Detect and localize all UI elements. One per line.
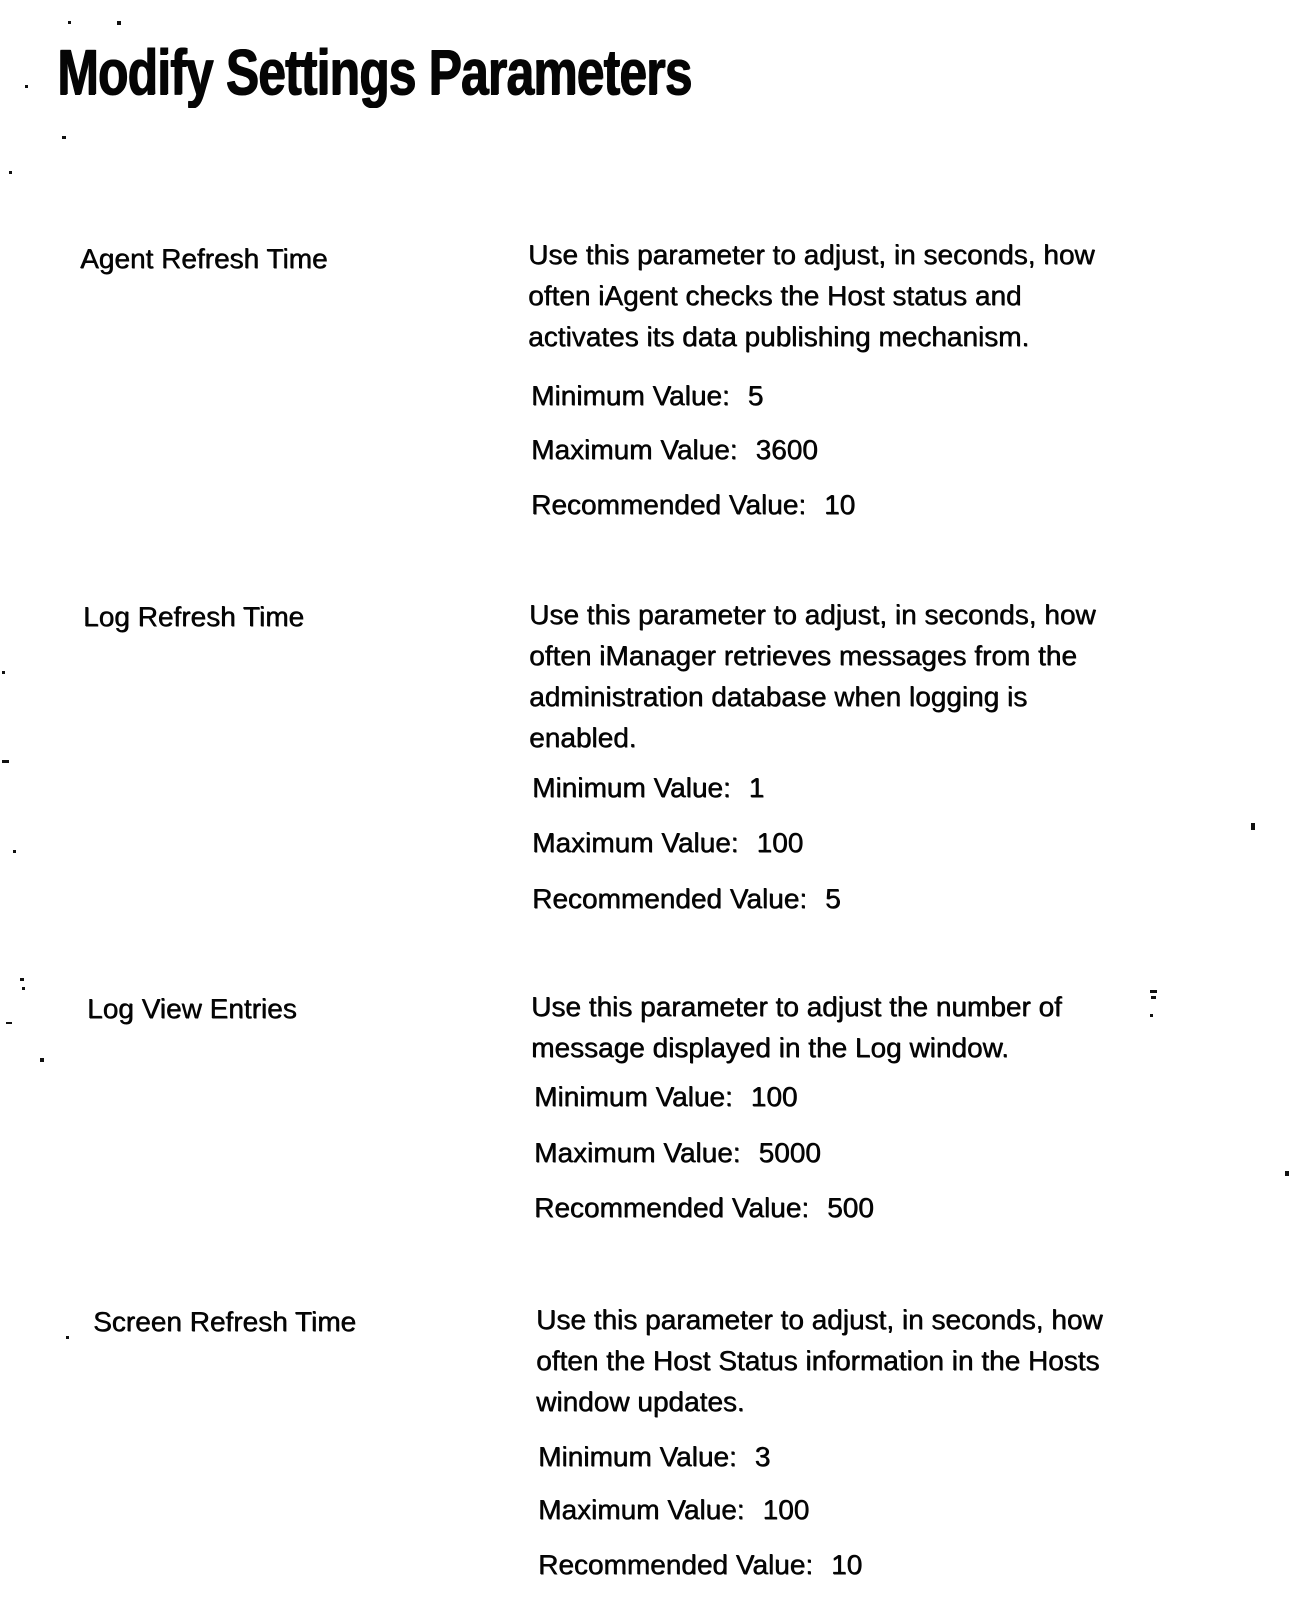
maximum-value-label: Maximum Value: <box>534 1137 741 1168</box>
minimum-value: 5 <box>747 380 764 411</box>
maximum-value-line <box>531 433 818 467</box>
minimum-value-label: Minimum Value: <box>531 380 730 411</box>
scan-speck <box>62 136 66 139</box>
recommended-value: 5 <box>824 883 841 914</box>
maximum-value-line <box>532 826 803 860</box>
scan-speck <box>1151 996 1156 999</box>
page-title: Modify Settings Parameters <box>57 36 692 108</box>
maximum-value: 5000 <box>758 1137 821 1168</box>
recommended-value-line <box>534 1191 874 1225</box>
maximum-value: 100 <box>762 1494 810 1525</box>
recommended-value-line <box>531 488 855 522</box>
minimum-value-label: Minimum Value: <box>532 772 731 803</box>
scan-speck <box>2 760 9 763</box>
parameter-name: Log View Entries <box>87 993 297 1024</box>
scan-speck <box>2 671 5 674</box>
parameter-description: Use this parameter to adjust, in seconds, how often iManager retrieves messages from the administration database when logging is enabled. <box>529 599 1096 753</box>
scan-speck <box>9 171 12 174</box>
parameter-name: Screen Refresh Time <box>93 1306 356 1337</box>
scan-speck <box>6 1022 12 1024</box>
recommended-value-line <box>538 1548 862 1582</box>
recommended-value: 10 <box>823 489 856 520</box>
minimum-value: 3 <box>754 1441 771 1472</box>
parameter-description: Use this parameter to adjust, in seconds, how often iAgent checks the Host status and activates its data publishing mechanism. <box>528 239 1095 352</box>
scan-speck <box>1150 1014 1153 1017</box>
minimum-value-line <box>532 771 764 805</box>
minimum-value: 1 <box>748 772 765 803</box>
maximum-value-line <box>534 1136 821 1170</box>
parameter-description: Use this parameter to adjust, in seconds, how often the Host Status information in the Hosts window updates. <box>536 1304 1103 1417</box>
scan-speck <box>40 1058 44 1062</box>
maximum-value: 100 <box>756 827 804 858</box>
recommended-value-label: Recommended Value: <box>532 883 807 914</box>
recommended-value-label: Recommended Value: <box>531 489 806 520</box>
recommended-value-label: Recommended Value: <box>534 1192 809 1223</box>
scan-speck <box>1150 990 1157 993</box>
minimum-value-label: Minimum Value: <box>534 1081 733 1112</box>
recommended-value: 500 <box>826 1192 874 1223</box>
recommended-value: 10 <box>830 1549 863 1580</box>
maximum-value: 3600 <box>755 434 818 465</box>
minimum-value-label: Minimum Value: <box>538 1441 737 1472</box>
minimum-value: 100 <box>750 1081 798 1112</box>
parameter-name: Log Refresh Time <box>83 601 304 632</box>
maximum-value-label: Maximum Value: <box>532 827 739 858</box>
scan-speck <box>22 987 25 990</box>
scan-speck <box>68 21 71 24</box>
minimum-value-line <box>538 1440 770 1474</box>
scan-speck <box>1285 1171 1289 1176</box>
minimum-value-line <box>531 379 763 413</box>
parameter-name: Agent Refresh Time <box>80 243 328 274</box>
scan-speck <box>20 978 24 981</box>
maximum-value-line <box>538 1493 809 1527</box>
scan-speck <box>117 21 121 25</box>
recommended-value-label: Recommended Value: <box>538 1549 813 1580</box>
maximum-value-label: Maximum Value: <box>531 434 738 465</box>
maximum-value-label: Maximum Value: <box>538 1494 745 1525</box>
scan-speck <box>13 850 16 853</box>
recommended-value-line <box>532 882 841 916</box>
scan-speck <box>1251 823 1255 830</box>
scan-speck <box>25 85 28 88</box>
minimum-value-line <box>534 1080 797 1114</box>
scan-speck <box>66 1336 69 1339</box>
parameter-description: Use this parameter to adjust the number of message displayed in the Log window. <box>531 991 1062 1063</box>
